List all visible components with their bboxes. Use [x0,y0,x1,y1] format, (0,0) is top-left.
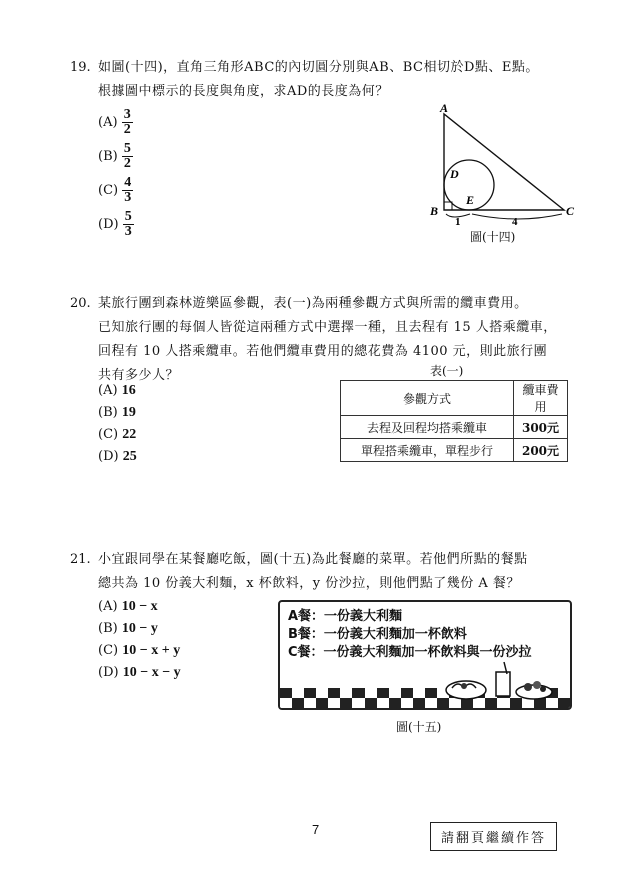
menu-line-c: C餐：一份義大利麵加一杯飲料與一份沙拉 [288,645,532,660]
q19-option-d: (D) $\frac{5}{3}$ [98,209,132,239]
q21-option-c: (C) 10 − x + y [98,643,181,658]
fare-table [340,380,568,462]
question-20-line-4: 共有多少人？ [98,368,180,383]
checker-square [316,688,328,698]
checker-square [413,698,425,708]
question-19-line-1: 如圖(十四)，直角三角形ABC的內切圓分別與AB、BC相切於D點、E點。 [98,60,539,75]
checker-square [389,698,401,708]
checker-square [340,688,352,698]
q19-option-b: (B) $\frac{5}{2}$ [98,141,131,171]
question-20-number: 20. [70,296,91,311]
page-number: 7 [312,822,320,837]
q19-option-c: (C) $\frac{4}{3}$ [98,175,132,205]
table-cell: 單程搭乘纜車，單程步行 [341,439,514,462]
table-row [341,439,568,462]
checker-square [389,688,401,698]
question-20-line-2: 已知旅行團的每個人皆從這兩種方式中選擇一種，且去程有 15 人搭乘纜車， [98,320,557,335]
checker-square [280,688,292,698]
checker-square [377,688,389,698]
checker-square [352,698,364,708]
question-20-line-1: 某旅行團到森林遊樂區參觀，表(一)為兩種參觀方式與所需的纜車費用。 [98,296,528,311]
table-header-cell: 纜車費用 [514,381,568,416]
q21-option-a: (A) 10 − x [98,599,158,614]
table-header-row [341,381,568,416]
figure-15-caption: 圖(十五) [396,720,442,734]
question-21-line-2: 總共為 10 份義大利麵，x 杯飲料，y 份沙拉，則他們點了幾份 A 餐？ [98,576,520,591]
checker-square [558,698,570,708]
triangle-figure [420,100,580,225]
checker-square [304,688,316,698]
turn-page-note: 請翻頁繼續作答 [430,822,557,851]
checker-square [377,698,389,708]
checker-square [401,698,413,708]
checker-square [292,698,304,708]
q20-option-c: (C) 22 [98,427,137,442]
table-header-cell: 參觀方式 [341,381,514,416]
q20-option-d: (D) 25 [98,449,137,464]
checker-square [425,688,437,698]
q21-option-b: (B) 10 − y [98,621,158,636]
label-d: D [450,167,459,181]
table-cell: 300元 [514,416,568,439]
checker-square [328,698,340,708]
length-be: 1 [455,216,461,225]
table-cell: 去程及回程均搭乘纜車 [341,416,514,439]
menu-line-b: B餐：一份義大利麵加一杯飲料 [288,627,467,642]
checker-square [304,698,316,708]
q20-option-b: (B) 19 [98,405,136,420]
question-19-number: 19. [70,60,91,75]
q20-option-a: (A) 16 [98,383,136,398]
label-e: E [466,193,475,207]
label-b: B [430,204,439,218]
table-1-caption: 表(一) [430,364,464,378]
length-ec: 4 [512,216,518,225]
question-19-line-2: 根據圖中標示的長度與角度，求AD的長度為何？ [98,84,389,99]
label-c: C [566,204,575,218]
question-21-number: 21. [70,552,91,567]
checker-square [280,698,292,708]
checker-square [365,688,377,698]
checker-square [401,688,413,698]
checker-square [292,688,304,698]
checker-square [425,698,437,708]
checker-square [413,688,425,698]
question-21-line-1: 小宜跟同學在某餐廳吃飯，圖(十五)為此餐廳的菜單。若他們所點的餐點 [98,552,528,567]
checker-square [558,688,570,698]
restaurant-menu [278,600,572,710]
checker-square [316,698,328,708]
checker-square [352,688,364,698]
checker-square [340,698,352,708]
table-row [341,416,568,439]
table-cell: 200元 [514,439,568,462]
q19-option-a: (A) $\frac{3}{2}$ [98,107,131,137]
question-20-line-3: 回程有 10 人搭乘纜車。若他們纜車費用的總花費為 4100 元，則此旅行團 [98,344,548,359]
q21-option-d: (D) 10 − x − y [98,665,181,680]
label-a: A [440,101,449,115]
menu-line-a: A餐：一份義大利麵 [288,609,403,624]
checker-square [328,688,340,698]
checker-square [365,698,377,708]
food-illustration-icon [444,660,554,704]
figure-14-caption: 圖(十四) [470,230,516,244]
